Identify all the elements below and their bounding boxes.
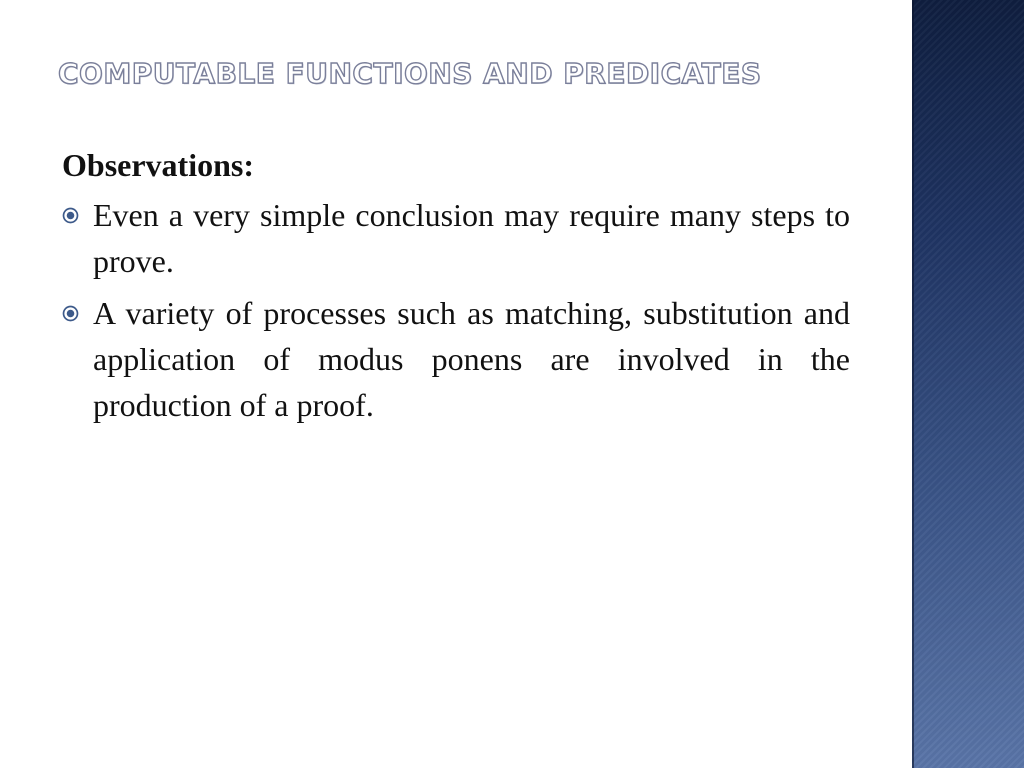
side-decoration-panel [912, 0, 1024, 768]
slide-title: COMPUTABLE FUNCTIONS AND PREDICATES [58, 57, 762, 90]
bullet-item [62, 290, 850, 428]
bullet-item [62, 192, 850, 284]
circled-dot-icon [62, 207, 79, 224]
bullet-text: Even a very simple conclusion may require many steps to prove. [93, 197, 850, 279]
slide-content [62, 142, 850, 434]
circled-dot-icon [62, 305, 79, 322]
observations-heading: Observations: [62, 147, 254, 183]
bullet-text: A variety of processes such as matching, substitution and application of modus ponens are involved in the production of a proof. [93, 295, 850, 423]
